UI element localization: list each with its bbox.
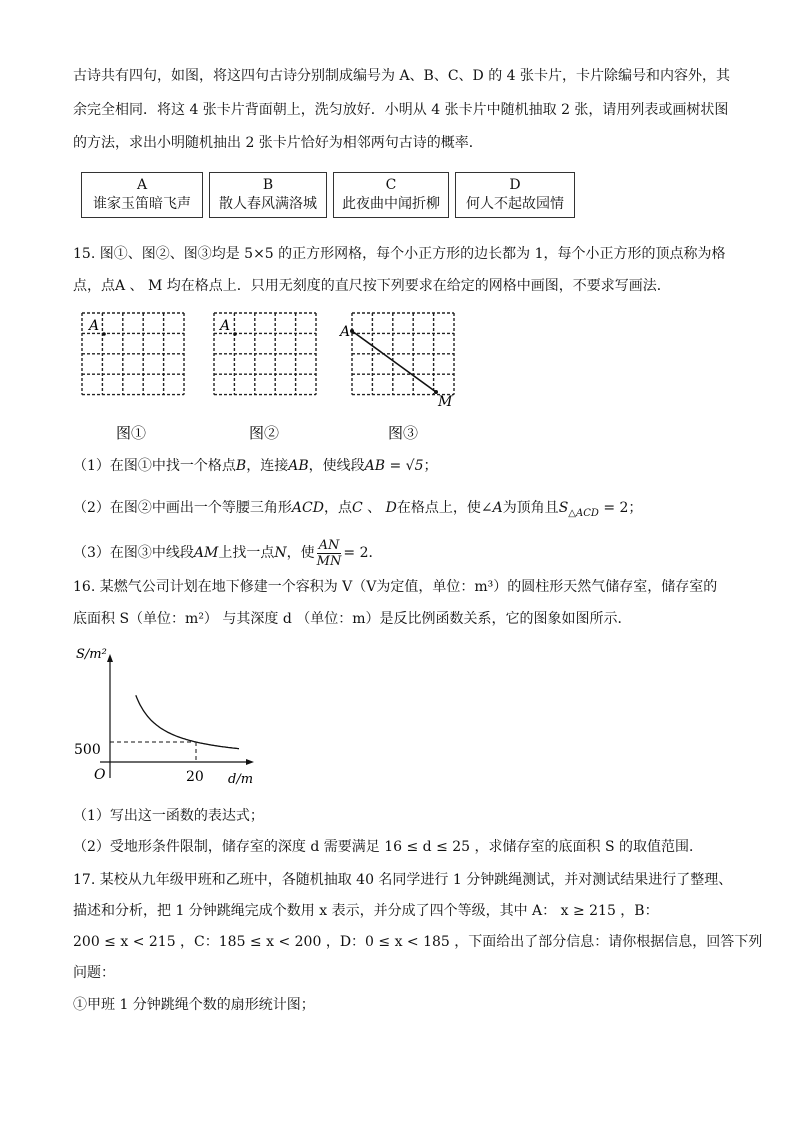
segment-am bbox=[352, 331, 436, 392]
point-m-label: M bbox=[438, 394, 453, 410]
y-axis-arrow bbox=[107, 654, 113, 662]
point-a-dot-3 bbox=[350, 329, 354, 333]
grid-figure-3 bbox=[352, 313, 454, 395]
card-c bbox=[333, 172, 449, 218]
card-text: 何人不起故园情 bbox=[466, 196, 564, 212]
point-a-label-3: A bbox=[340, 324, 351, 340]
q15-p3-mid: 上找一点 bbox=[218, 545, 275, 561]
origin-label: O bbox=[94, 767, 106, 783]
q15-p3-pre: （3）在图③中线段 bbox=[73, 545, 194, 561]
fraction-numerator: AN bbox=[318, 537, 340, 553]
q16-line-2: 底面积 S（单位：m²） 与其深度 d （单位：m）是反比例函数关系，它的图象如图所示． bbox=[73, 611, 632, 627]
q15-p2-a: A bbox=[492, 500, 503, 516]
grid-figures bbox=[70, 305, 490, 445]
q15-p2-eq: = 2 bbox=[598, 500, 629, 516]
q15-p2-mid: ，点 bbox=[323, 500, 352, 516]
q17-line-2: 描述和分析，把 1 分钟跳绳完成个数用 x 表示，并分成了四个等级，其中 A： x ≥ 215 ，B： bbox=[73, 903, 659, 919]
point-a-dot-1 bbox=[102, 332, 106, 336]
grid-label-2: 图② bbox=[249, 424, 280, 442]
q15-p2-c: C bbox=[351, 500, 363, 516]
q15-part-2 bbox=[73, 498, 642, 524]
q17-line-1: 17. 某校从九年级甲班和乙班中，各随机抽取 40 名同学进行 1 分钟跳绳测试，并对测试结果进行了整理、 bbox=[73, 872, 733, 888]
q15-p3-n: N bbox=[274, 545, 287, 561]
y-tick-label: 500 bbox=[74, 742, 101, 758]
card-text: 谁家玉笛暗飞声 bbox=[93, 196, 191, 212]
q16-part-1: （1）写出这一函数的表达式； bbox=[73, 808, 264, 824]
q15-p2-d: D bbox=[385, 500, 397, 516]
inverse-function-chart bbox=[70, 640, 270, 790]
q15-p3-end: ． bbox=[368, 545, 383, 561]
q15-part-1 bbox=[73, 456, 437, 476]
intro-line-3: 的方法，求出小明随机抽出 2 张卡片恰好为相邻两句古诗的概率． bbox=[73, 135, 483, 151]
q15-p2-end: ； bbox=[628, 500, 643, 516]
q17-line-3: 200 ≤ x < 215 ，C：185 ≤ x < 200 ，D：0 ≤ x < 185 ，下面给出了部分信息：请你根据信息，回答下列 bbox=[73, 934, 763, 950]
point-a-dot-2 bbox=[233, 332, 237, 336]
card-a bbox=[81, 172, 203, 218]
card-text: 此夜曲中闻折柳 bbox=[342, 196, 440, 212]
q15-p1-end: ； bbox=[423, 458, 438, 474]
intro-line-1: 古诗共有四句，如图，将这四句古诗分别制成编号为 A、B、C、D 的 4 张卡片，卡片除编号和内容外，其 bbox=[73, 68, 731, 84]
x-axis-arrow bbox=[246, 759, 254, 765]
q15-p1-ab: AB bbox=[288, 458, 309, 474]
q17-line-4: 问题： bbox=[73, 965, 115, 981]
card-letter: D bbox=[509, 177, 521, 193]
q15-p3-eq: = 2 bbox=[343, 545, 369, 561]
q15-p2-mid3: 为顶角且 bbox=[502, 500, 559, 516]
grid-label-3: 图③ bbox=[388, 424, 419, 442]
point-a-label-1: A bbox=[89, 318, 100, 334]
inverse-curve bbox=[136, 695, 239, 748]
q16-line-1: 16. 某燃气公司计划在地下修建一个容积为 V（V为定值，单位：m³）的圆柱形天然气储存室，储存室的 bbox=[73, 579, 718, 595]
q15-p1-eq: AB = √5 bbox=[364, 458, 424, 474]
intro-line-2: 余完全相同．将这 4 张卡片背面朝上，洗匀放好．小明从 4 张卡片中随机抽取 2 张，请用列表或画树状图 bbox=[73, 102, 729, 118]
q15-p3-mid2: ，使 bbox=[286, 545, 315, 561]
q15-p1-b: B bbox=[235, 458, 247, 474]
q15-p2-s: S bbox=[558, 500, 569, 516]
card-letter: A bbox=[136, 177, 148, 193]
q16-part-2: （2）受地形条件限制，储存室的深度 d 需要满足 16 ≤ d ≤ 25 ，求储存室的底面积 S 的取值范围． bbox=[73, 839, 704, 855]
x-axis-label: d/m bbox=[228, 772, 254, 787]
card-text: 散人春风满洛城 bbox=[219, 196, 317, 212]
card-d bbox=[455, 172, 575, 218]
q15-line-2: 点，点A 、 M 均在格点上．只用无刻度的直尺按下列要求在给定的网格中画图，不要求写画法． bbox=[73, 278, 671, 294]
card-letter: C bbox=[385, 177, 397, 193]
grid-label-1: 图① bbox=[116, 424, 147, 442]
point-a-label-2: A bbox=[220, 318, 231, 334]
q15-p2-sub: △ACD bbox=[568, 507, 599, 519]
card-letter: B bbox=[262, 177, 274, 193]
q15-p2-acd: ACD bbox=[291, 500, 324, 516]
q15-part-3 bbox=[73, 536, 382, 570]
x-tick-label: 20 bbox=[186, 769, 204, 785]
q15-p3-fraction bbox=[317, 538, 342, 569]
q15-line-1: 15. 图①、图②、图③均是 5×5 的正方形网格，每个小正方形的边长都为 1，每个小正方形的顶点称为格 bbox=[73, 246, 726, 262]
q15-p2-pre: （2）在图②中画出一个等腰三角形 bbox=[73, 500, 292, 516]
fraction-denominator: MN bbox=[316, 553, 342, 569]
q15-p1-mid2: ，使线段 bbox=[308, 458, 365, 474]
q15-p2-sep: 、 bbox=[362, 500, 386, 516]
card-b bbox=[209, 172, 327, 218]
q15-p3-am: AM bbox=[193, 545, 219, 561]
q15-p2-mid2: 在格点上，使∠ bbox=[396, 500, 493, 516]
q15-p1-mid: ，连接 bbox=[246, 458, 289, 474]
q15-p1-pre: （1）在图①中找一个格点 bbox=[73, 458, 236, 474]
q17-line-5: ①甲班 1 分钟跳绳个数的扇形统计图； bbox=[73, 997, 315, 1013]
y-axis-label: S/m² bbox=[76, 647, 107, 662]
